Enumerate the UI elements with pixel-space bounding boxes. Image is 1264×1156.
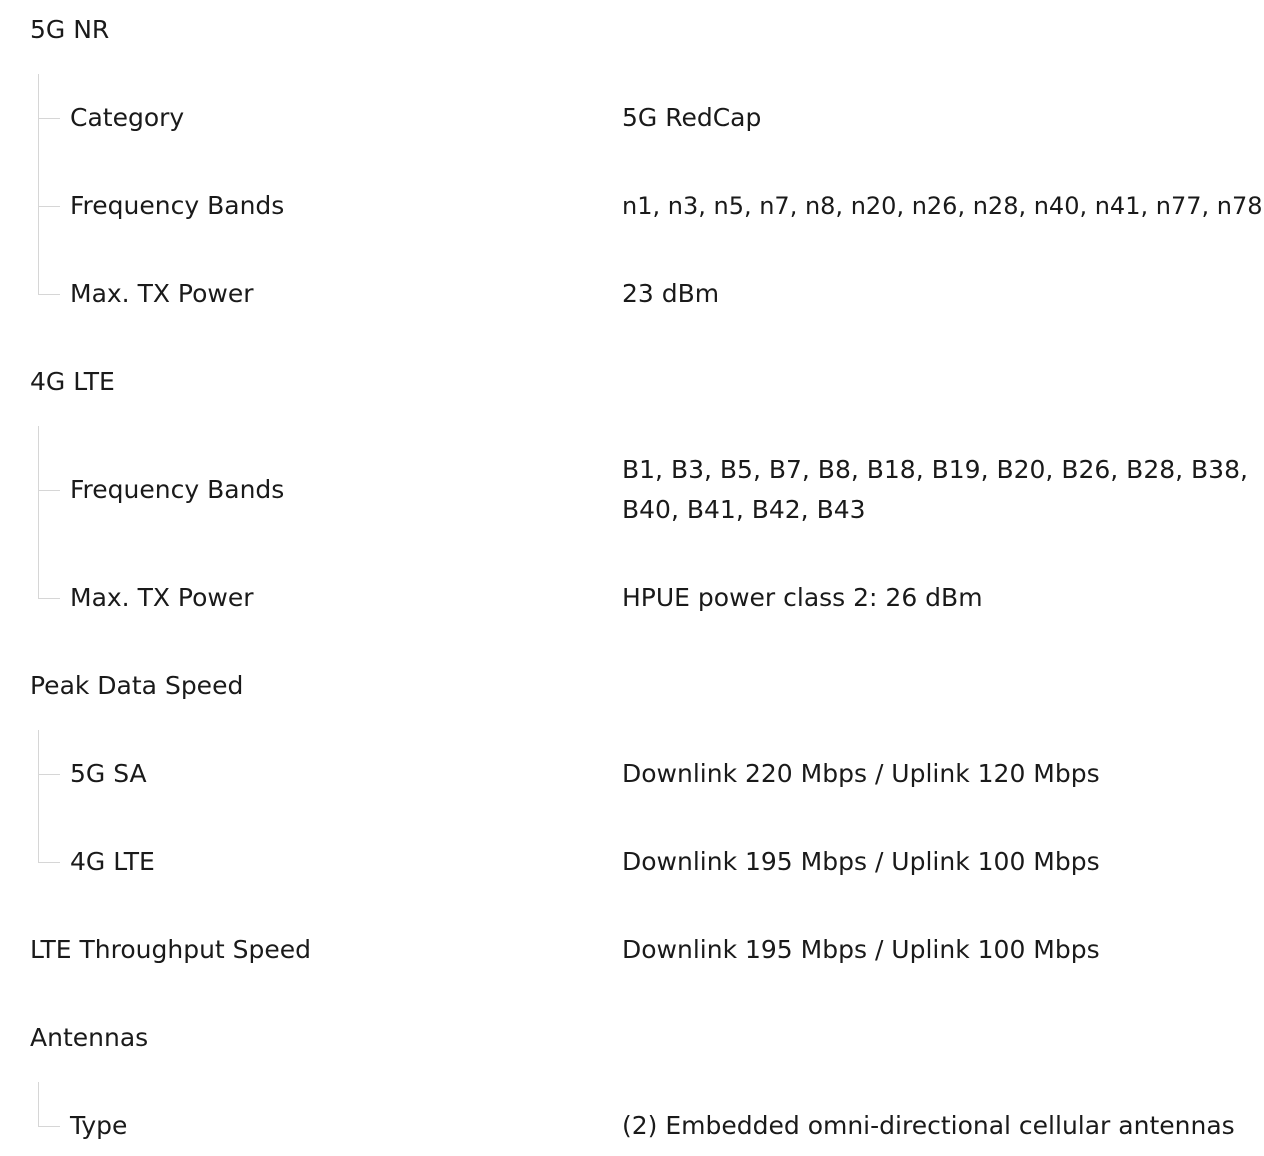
row-label-frequency-bands: Frequency Bands <box>70 475 285 504</box>
row-value-lte-throughput-speed: Downlink 195 Mbps / Uplink 100 Mbps <box>622 935 1100 964</box>
section-title-5g-nr: 5G NR <box>30 15 110 44</box>
row-value-category: 5G RedCap <box>622 103 762 132</box>
tree-connector <box>38 730 39 862</box>
tree-connector <box>38 426 39 598</box>
tree-branch <box>38 206 60 207</box>
row-label-category: Category <box>70 103 185 132</box>
row-value-4g-lte: Downlink 195 Mbps / Uplink 100 Mbps <box>622 847 1100 876</box>
row-label-max-tx-power: Max. TX Power <box>70 279 254 308</box>
row-value-max-tx-power: HPUE power class 2: 26 dBm <box>622 583 983 612</box>
row-label-frequency-bands: Frequency Bands <box>70 191 285 220</box>
tree-branch <box>38 1126 60 1127</box>
section-title-lte-throughput-speed: LTE Throughput Speed <box>30 935 312 964</box>
row-label-5g-sa: 5G SA <box>70 759 147 788</box>
section-title-antennas: Antennas <box>30 1023 149 1052</box>
row-value-5g-sa: Downlink 220 Mbps / Uplink 120 Mbps <box>622 759 1100 788</box>
tree-branch <box>38 774 60 775</box>
tree-branch <box>38 862 60 863</box>
row-value-type: (2) Embedded omni-directional cellular antennas <box>622 1111 1235 1140</box>
tree-connector <box>38 74 39 294</box>
row-value-max-tx-power: 23 dBm <box>622 279 720 308</box>
row-label-max-tx-power: Max. TX Power <box>70 583 254 612</box>
row-label-4g-lte: 4G LTE <box>70 847 155 876</box>
row-value-frequency-bands: n1, n3, n5, n7, n8, n20, n26, n28, n40, n41, n77, n78 <box>622 192 1263 220</box>
tree-connector <box>38 1082 39 1126</box>
row-value-frequency-bands-line1: B1, B3, B5, B7, B8, B18, B19, B20, B26, B28, B38, <box>622 455 1248 484</box>
row-label-type: Type <box>70 1111 128 1140</box>
row-value-frequency-bands-line2: B40, B41, B42, B43 <box>622 495 866 524</box>
tree-branch <box>38 118 60 119</box>
tree-branch <box>38 490 60 491</box>
section-title-4g-lte: 4G LTE <box>30 367 115 396</box>
tree-branch <box>38 294 60 295</box>
section-title-peak-data-speed: Peak Data Speed <box>30 671 244 700</box>
tree-branch <box>38 598 60 599</box>
